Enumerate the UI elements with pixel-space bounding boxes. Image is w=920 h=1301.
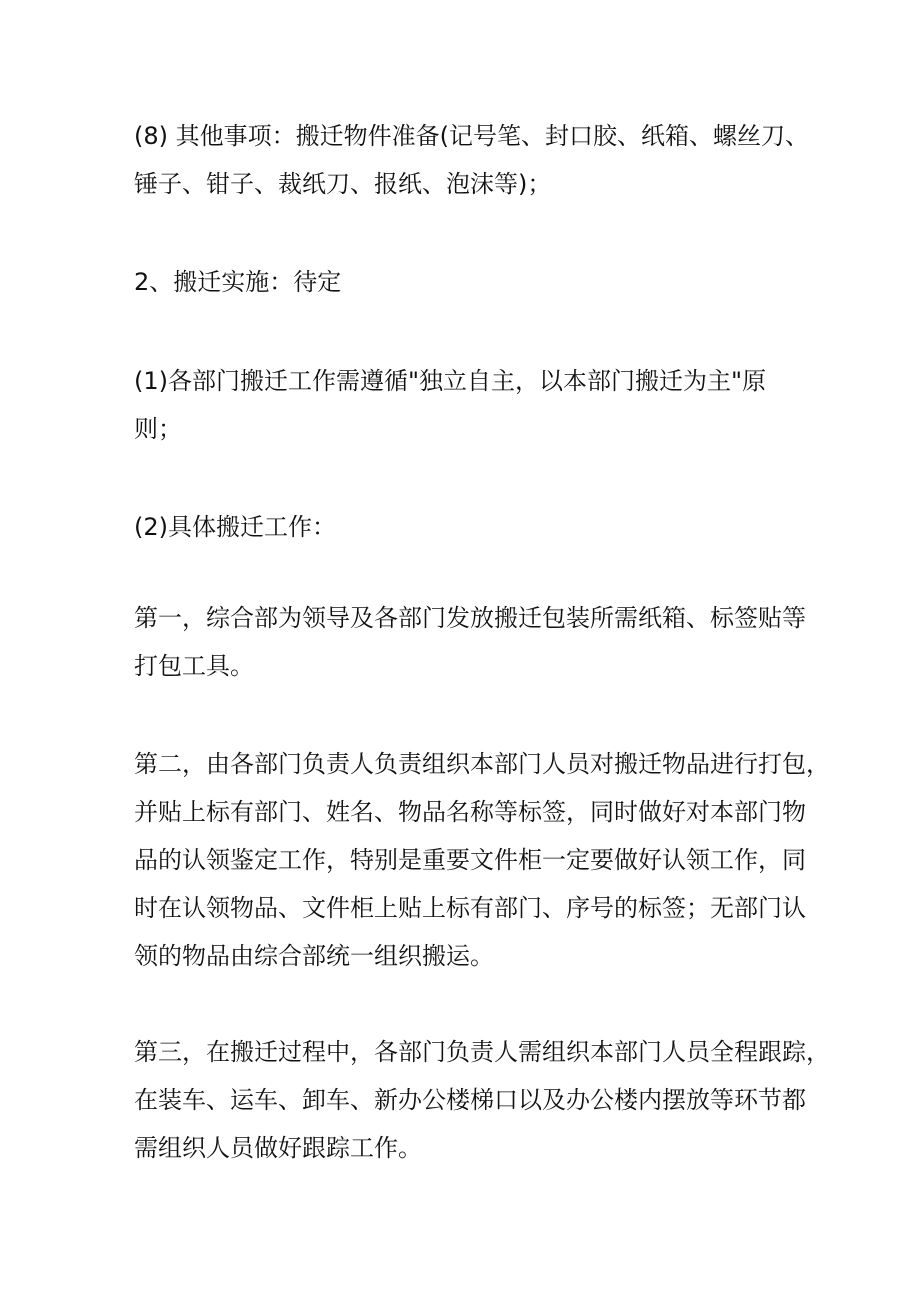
- text-line: 品的认领鉴定工作，特别是重要文件柜一定要做好认领工作，同: [134, 846, 806, 874]
- text-line: (1)各部门搬迁工作需遵循"独立自主，以本部门搬迁为主"原: [134, 367, 767, 395]
- text-line: 锤子、钳子、裁纸刀、报纸、泡沫等)；: [134, 170, 552, 198]
- text-line: 需组织人员做好跟踪工作。: [134, 1134, 422, 1162]
- text-line: 并贴上标有部门、姓名、物品名称等标签，同时做好对本部门物: [134, 798, 806, 826]
- text-line: 在装车、运车、卸车、新办公楼梯口以及办公楼内摆放等环节都: [134, 1086, 806, 1114]
- paragraph-item-1: [134, 357, 814, 453]
- text-line: 第二，由各部门负责人负责组织本部门人员对搬迁物品进行打包，: [134, 750, 830, 778]
- text-line: (2)具体搬迁工作：: [134, 513, 336, 541]
- section-heading: 2、搬迁实施：待定: [134, 268, 342, 296]
- text-line: 第一，综合部为领导及各部门发放搬迁包装所需纸箱、标签贴等: [134, 604, 806, 632]
- paragraph-step-2: [134, 740, 830, 980]
- text-line: 领的物品由综合部统一组织搬运。: [134, 942, 494, 970]
- text-line: 第三，在搬迁过程中，各部门负责人需组织本部门人员全程跟踪，: [134, 1038, 830, 1066]
- paragraph-step-3: [134, 1028, 830, 1172]
- paragraph-step-1: [134, 594, 814, 690]
- text-line: 打包工具。: [134, 652, 254, 680]
- paragraph-item-8: [134, 112, 814, 208]
- text-line: (8) 其他事项：搬迁物件准备(记号笔、封口胶、纸箱、螺丝刀、: [134, 122, 809, 150]
- text-line: 则；: [134, 415, 182, 443]
- paragraph-item-2: [134, 503, 814, 551]
- paragraph-section-2: [134, 258, 814, 306]
- text-line: 时在认领物品、文件柜上贴上标有部门、序号的标签；无部门认: [134, 894, 806, 922]
